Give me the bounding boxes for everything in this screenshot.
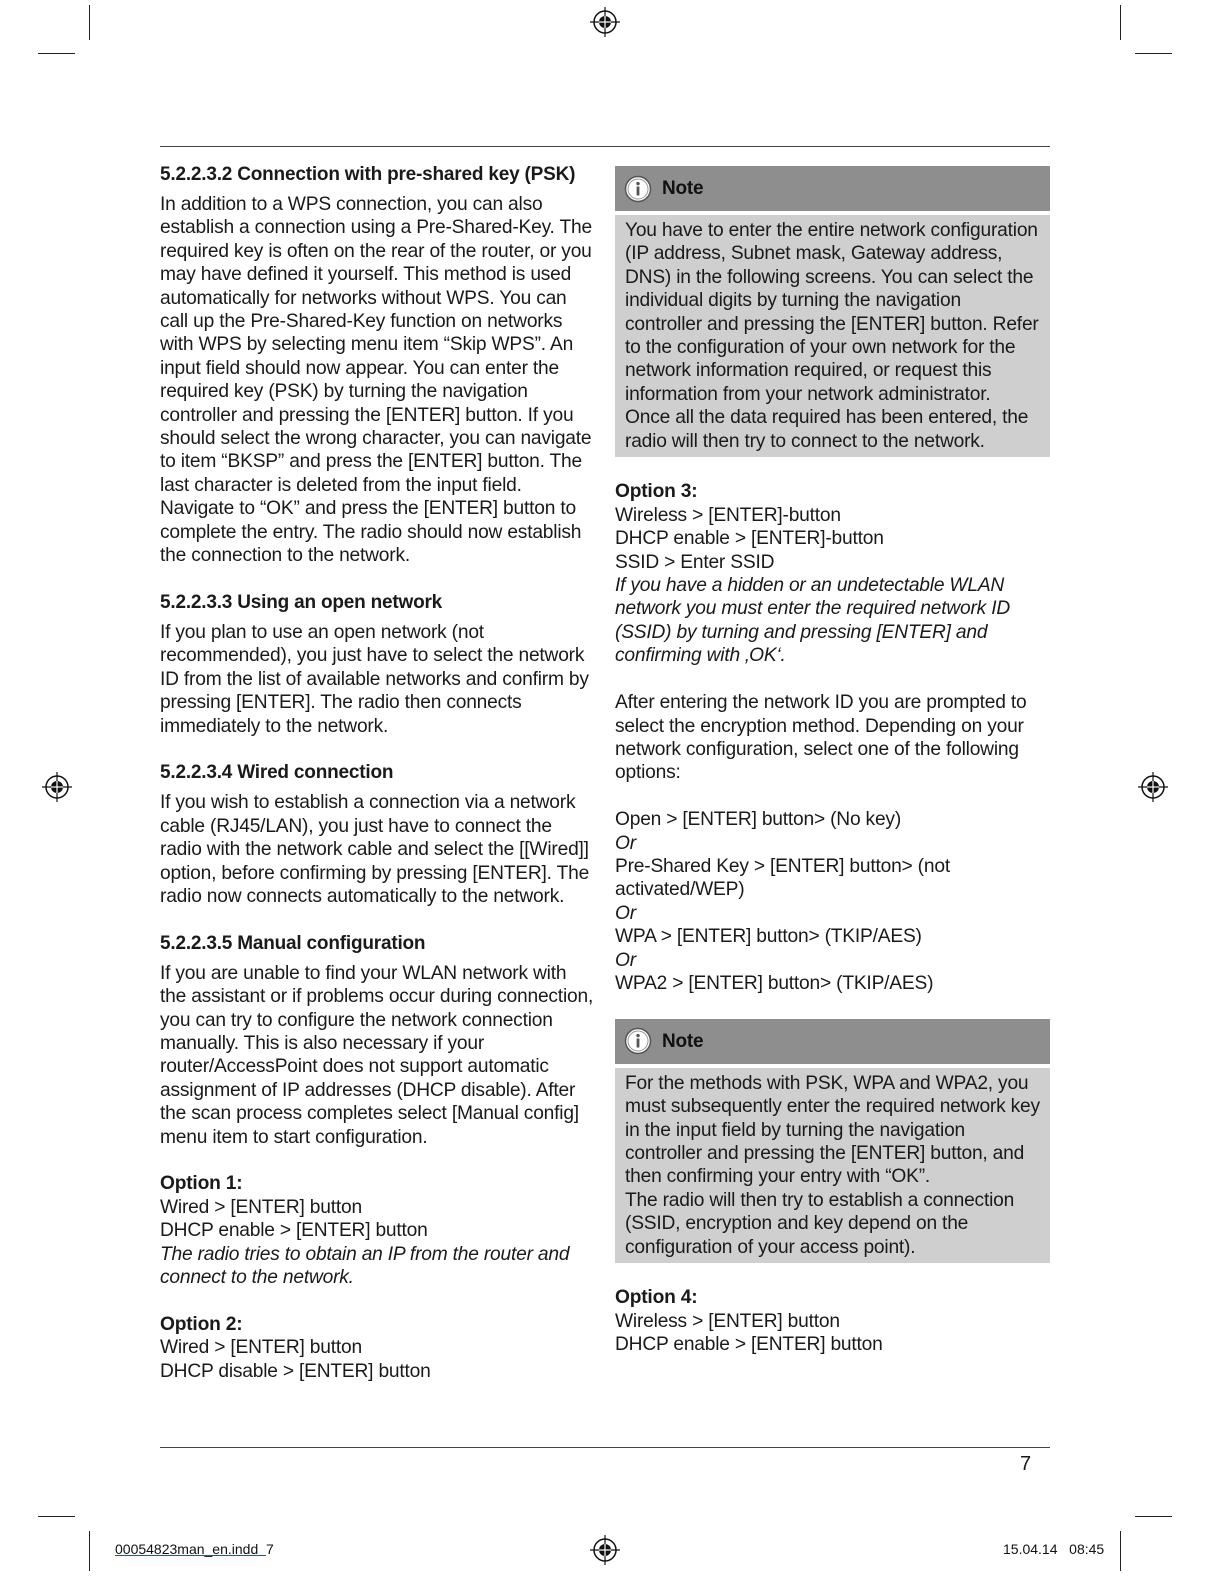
slug-date: 15.04.14 xyxy=(1003,1541,1058,1557)
encryption-option: WPA > [ENTER] button> (TKIP/AES) xyxy=(615,926,922,948)
note-box-body xyxy=(615,215,1050,457)
bottom-rule xyxy=(160,1447,1050,1448)
section-body-wired: If you wish to establish a connection via a network cable (RJ45/LAN), you just have to connect the radio with the network cable and select the [[Wired]] option, before confirming by pressing [ENTER]. The radio now connects automatically to the network. xyxy=(160,792,590,907)
section-heading-wired: 5.2.2.3.4 Wired connection xyxy=(160,762,394,784)
option-3-line: DHCP enable > [ENTER]-button xyxy=(615,528,884,550)
note-box-body xyxy=(615,1068,1050,1263)
option-1-note: The radio tries to obtain an IP from the router and connect to the network. xyxy=(160,1243,570,1288)
registration-mark-icon xyxy=(590,1535,620,1565)
encryption-option: Pre-Shared Key > [ENTER] button> (not activated/WEP) xyxy=(615,855,950,901)
slug-datetime xyxy=(1003,1541,1104,1557)
top-rule xyxy=(160,146,1050,147)
slug-time: 08:45 xyxy=(1069,1541,1105,1557)
option-1-line: DHCP enable > [ENTER] button xyxy=(160,1220,428,1242)
encryption-option: WPA2 > [ENTER] button> (TKIP/AES) xyxy=(615,972,934,994)
section-body-open-network: If you plan to use an open network (not recommended), you just have to select the network ID from the list of available networks and confirm by pressing [ENTER]. The radio then connects immediately to the network. xyxy=(160,621,589,737)
section-body-psk: In addition to a WPS connection, you can also establish a connection using a Pre-Shared-Key. The required key is often on the rear of the router, or you may have defined it yourself. This method is used automatically for networks without WPS. You can call up the Pre-Shared-Key function on networks with WPS by selecting menu item “Skip WPS”. An input field should now appear. You can enter the required key (PSK) by turning the navigation controller and pressing the [ENTER] button. If you should select the wrong character, you can navigate to item “BKSP” and press the [ENTER] button. The last character is deleted from the input field. Navigate to “OK” and press the [ENTER] button to complete the entry. The radio should now establish the connection to the network. xyxy=(160,194,592,567)
option-3-line: Wireless > [ENTER]-button xyxy=(615,504,841,526)
registration-mark-icon xyxy=(590,7,620,37)
crop-mark xyxy=(89,1531,90,1571)
option-4-line: Wireless > [ENTER] button xyxy=(615,1310,840,1332)
option-2-line: Wired > [ENTER] button xyxy=(160,1337,362,1359)
info-icon xyxy=(624,1027,652,1055)
crop-mark xyxy=(1135,53,1172,54)
option-2-title: Option 2: xyxy=(160,1313,243,1335)
registration-mark-icon xyxy=(42,772,72,802)
note-title: Note xyxy=(662,177,704,199)
option-3-title: Option 3: xyxy=(615,481,698,503)
slug-filename: 00054823man_en.indd xyxy=(115,1541,259,1557)
section-body-manual-config: If you are unable to find your WLAN network with the assistant or if problems occur during connection, you can try to configure the network connection manually. This is also necessary if your router/AccessPoint does not support automatic assignment of IP addresses (DHCP disable). After the scan process completes select [Manual config] menu item to start configuration. xyxy=(160,962,594,1148)
slug-file xyxy=(115,1541,274,1557)
section-heading-open-network: 5.2.2.3.3 Using an open network xyxy=(160,591,443,613)
crop-mark xyxy=(89,5,90,40)
crop-mark xyxy=(1135,1516,1172,1517)
crop-mark xyxy=(1120,1531,1121,1571)
encryption-option: Open > [ENTER] button> (No key) xyxy=(615,809,902,831)
encryption-intro: After entering the network ID you are prompted to select the encryption method. Depending on your network configuration, select one of the following options: xyxy=(615,692,1027,784)
option-3-note: If you have a hidden or an undetectable WLAN network you must enter the required network ID (SSID) by turning and pressing [ENTER] and confirming with ‚OK‘. xyxy=(615,575,1010,667)
or-separator: Or xyxy=(615,832,636,854)
option-1-line: Wired > [ENTER] button xyxy=(160,1196,362,1218)
option-4-title: Option 4: xyxy=(615,1287,698,1309)
note-text: The radio will then try to establish a connection (SSID, encryption and key depend on the configuration of your access point). xyxy=(625,1189,1015,1258)
right-column xyxy=(615,163,1050,1357)
section-heading-manual-config: 5.2.2.3.5 Manual configuration xyxy=(160,932,426,954)
info-icon xyxy=(624,175,652,203)
crop-mark xyxy=(38,53,75,54)
note-text: You have to enter the entire network configuration (IP address, Subnet mask, Gateway address, DNS) in the following screens. You can select the individual digits by turning the navigation controller and pressing the [ENTER] button. Refer to the configuration of your own network for the network information required, or request this information from your network administrator. Once all the data required has been entered, the radio will then try to connect to the network. xyxy=(625,220,1039,452)
option-4-line: DHCP enable > [ENTER] button xyxy=(615,1334,883,1356)
crop-mark xyxy=(38,1516,75,1517)
or-separator: Or xyxy=(615,902,636,924)
crop-mark xyxy=(1120,5,1121,40)
registration-mark-icon xyxy=(1138,772,1168,802)
option-3-line: SSID > Enter SSID xyxy=(615,551,775,573)
note-box-header xyxy=(615,166,1050,211)
left-column xyxy=(160,163,595,1383)
note-text: For the methods with PSK, WPA and WPA2, you must subsequently enter the required network key in the input field by turning the navigation controller and pressing the [ENTER] button, and then confirming your entry with “OK”. xyxy=(625,1072,1040,1188)
note-title: Note xyxy=(662,1030,704,1052)
section-heading-psk: 5.2.2.3.2 Connection with pre-shared key (PSK) xyxy=(160,164,576,185)
or-separator: Or xyxy=(615,949,636,971)
option-1-title: Option 1: xyxy=(160,1173,243,1195)
option-2-line: DHCP disable > [ENTER] button xyxy=(160,1360,431,1382)
page-number: 7 xyxy=(1020,1453,1032,1475)
note-box-header xyxy=(615,1019,1050,1064)
slug-page: 7 xyxy=(266,1541,274,1557)
